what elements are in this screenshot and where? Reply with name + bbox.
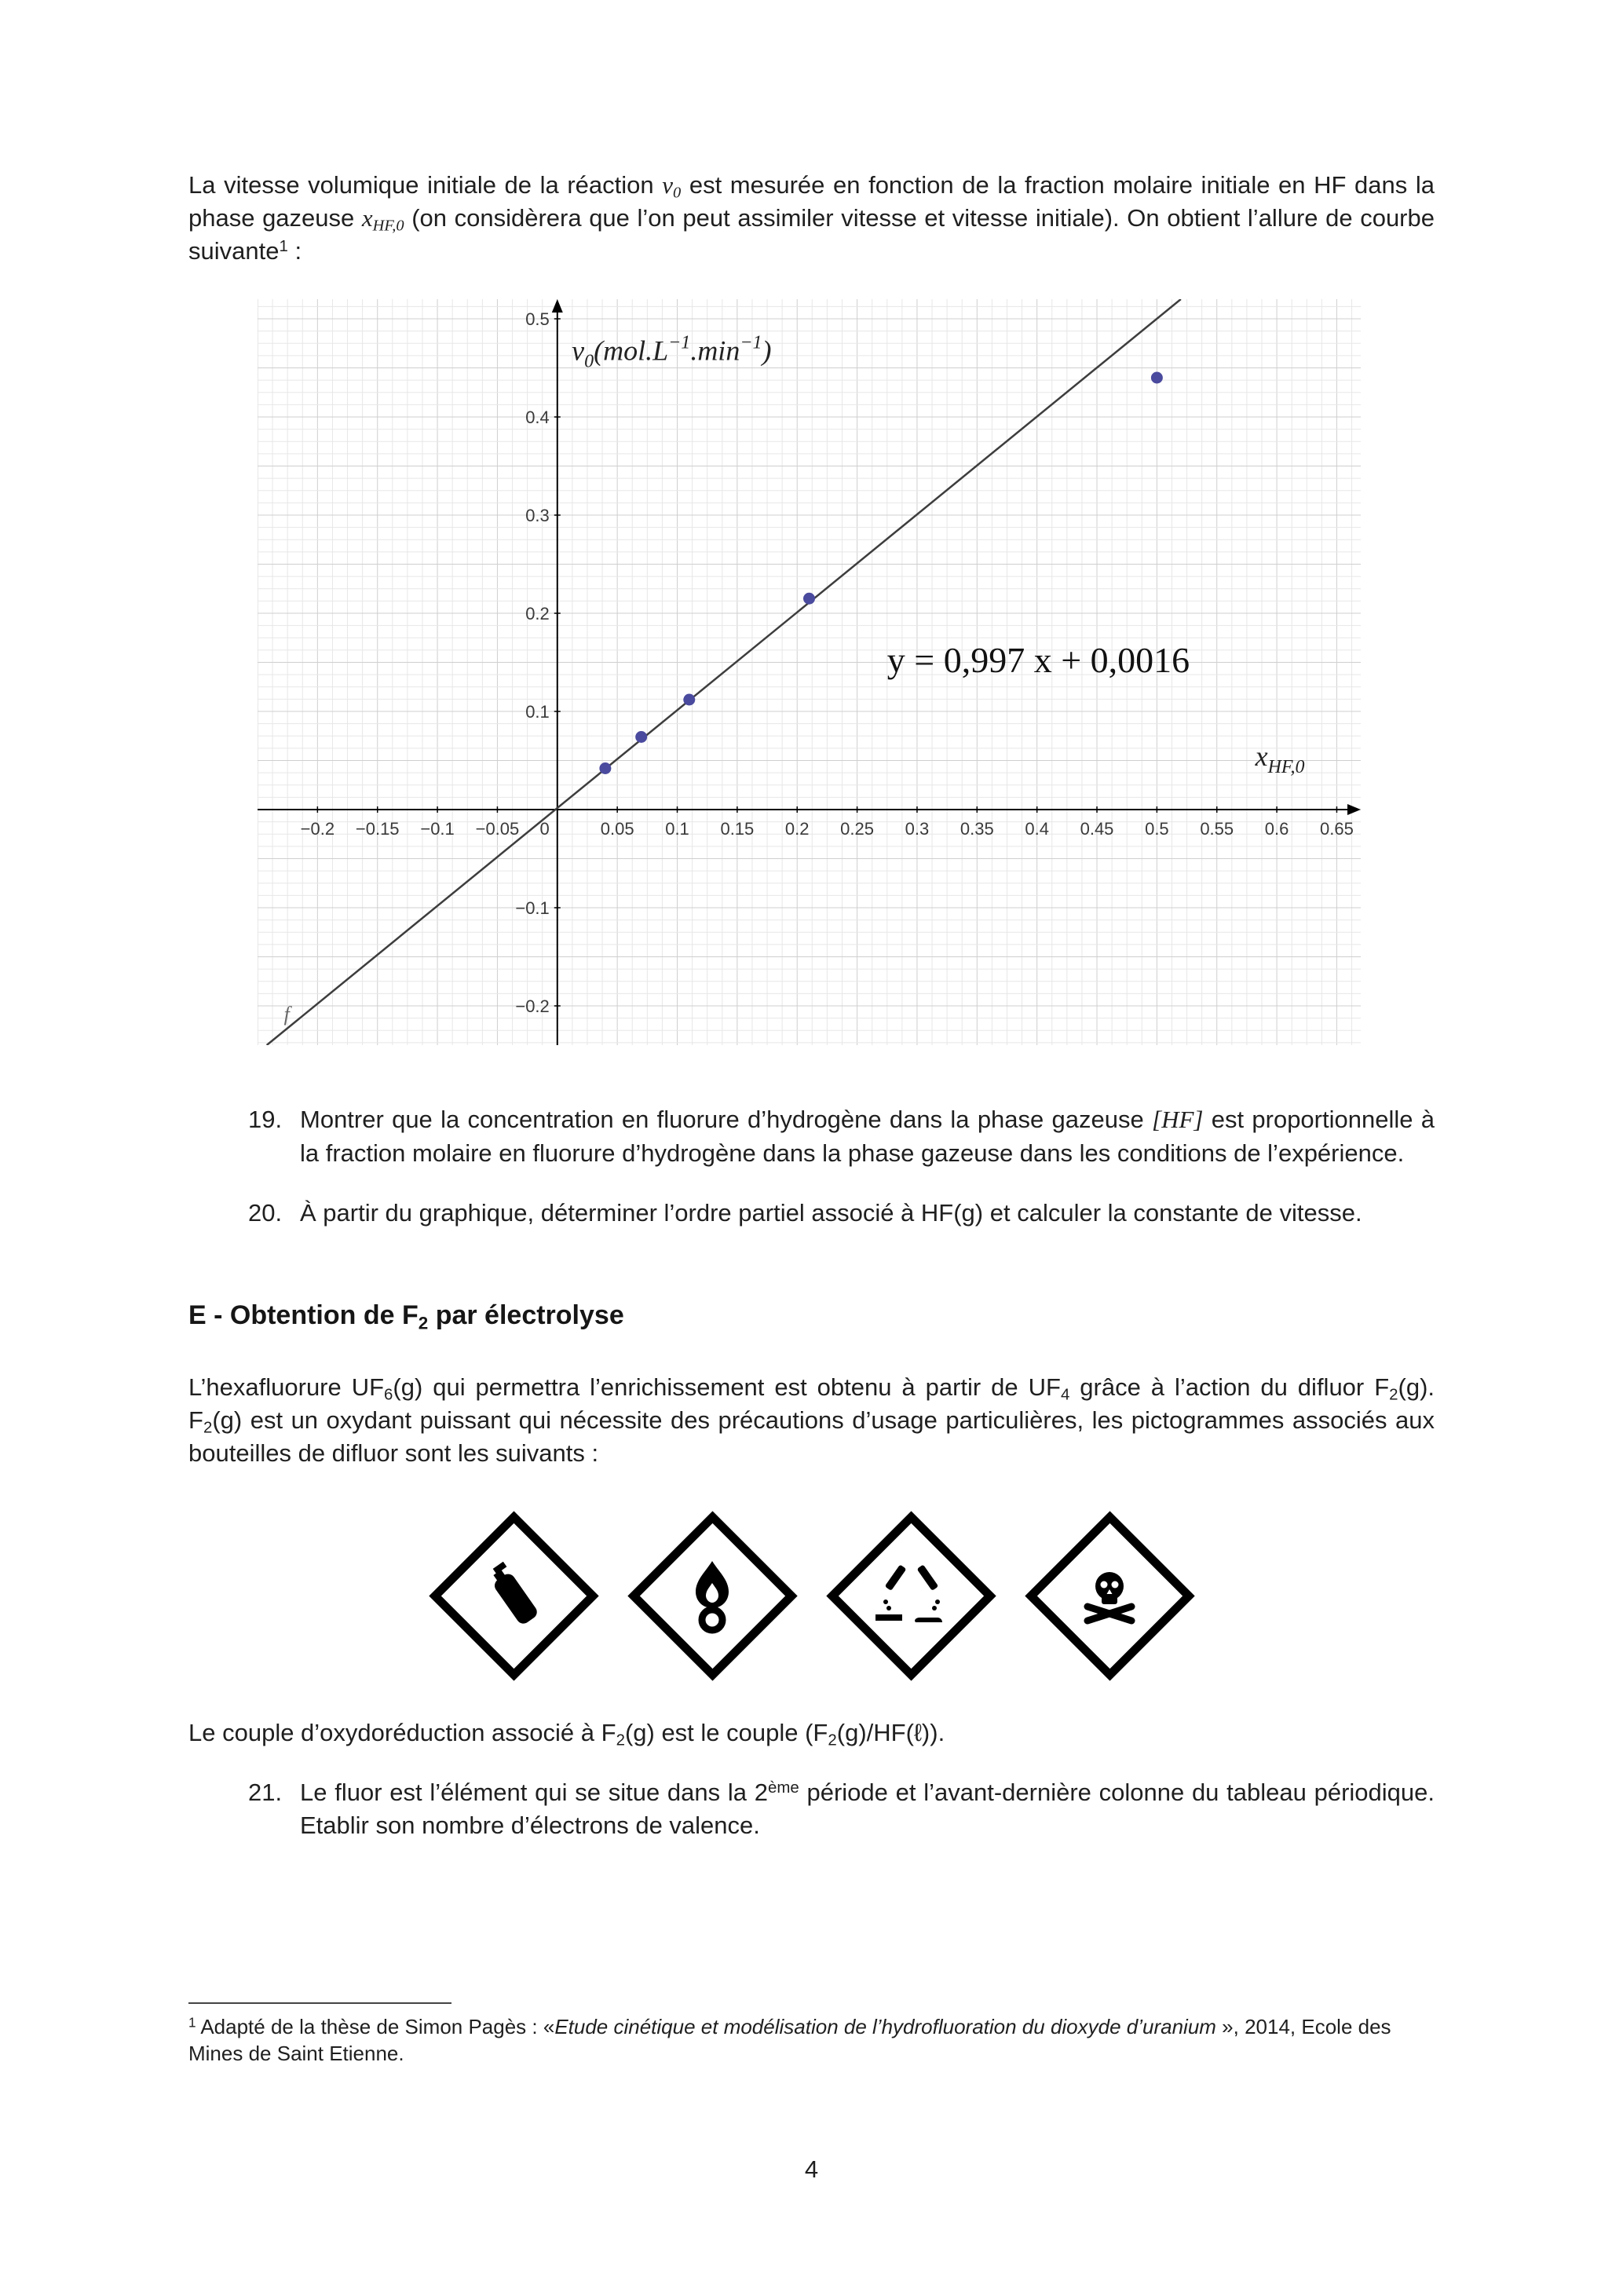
svg-text:0.3: 0.3 <box>905 819 930 839</box>
intro-text-3: (on considèrera que l’on peut assimiler vitesse et vitesse initiale). On obtient l’allure de courbe suivante <box>188 204 1435 265</box>
flame-over-circle-icon <box>665 1548 759 1643</box>
couple-text-3: (g)/HF(ℓ)). <box>836 1718 945 1746</box>
svg-text:0.4: 0.4 <box>1025 819 1049 839</box>
svg-text:f: f <box>283 1003 290 1026</box>
svg-text:0.1: 0.1 <box>665 819 689 839</box>
svg-text:0.4: 0.4 <box>525 408 550 428</box>
uf6-subscript: 6 <box>384 1385 393 1404</box>
question-20-text <box>300 1197 1435 1230</box>
intro-text-1: La vitesse volumique initiale de la réaction <box>188 171 663 199</box>
question-19-number: 19. <box>248 1106 283 1134</box>
math-hf-brackets: [HF] <box>1152 1106 1204 1134</box>
q21-text-1: Le fluor est l’élément qui se situe dans la 2 <box>300 1778 768 1806</box>
svg-text:0.2: 0.2 <box>525 604 550 624</box>
q21-text-2: période et l’avant-dernière colonne du tableau périodique. Etablir son nombre d’électrons de valence. <box>300 1778 1435 1839</box>
q19-text-1: Montrer que la concentration en fluorure d’hydrogène dans la phase gazeuse <box>300 1106 1153 1134</box>
svg-text:0.25: 0.25 <box>840 819 875 839</box>
section-e-f2-subscript: 2 <box>418 1313 429 1333</box>
compressed-gas-pictogram <box>430 1512 598 1680</box>
question-21 <box>248 1776 1435 1842</box>
footnote-text-1: Adapté de la thèse de Simon Pagès : « <box>196 2015 555 2038</box>
hazard-pictograms <box>188 1512 1435 1680</box>
svg-text:y = 0,997 x + 0,0016: y = 0,997 x + 0,0016 <box>886 640 1190 681</box>
intro-paragraph <box>188 169 1435 268</box>
svg-text:0.55: 0.55 <box>1200 819 1234 839</box>
svg-text:−0.2: −0.2 <box>515 996 550 1017</box>
section-e-text-2: par électrolyse <box>428 1300 624 1330</box>
uf4-subscript: 4 <box>1060 1385 1070 1404</box>
math-xhf: x <box>361 204 373 232</box>
question-20-number: 20. <box>248 1198 283 1227</box>
svg-text:0: 0 <box>539 819 550 839</box>
svg-text:−0.15: −0.15 <box>355 819 400 839</box>
svg-text:0.15: 0.15 <box>720 819 755 839</box>
footnote-rule <box>188 2002 451 2004</box>
f2-subscript-2: 2 <box>203 1419 213 1438</box>
svg-text:0.05: 0.05 <box>600 819 634 839</box>
gas-cylinder-icon <box>466 1548 561 1643</box>
footnote <box>188 2002 1437 2067</box>
couple-text-2: (g) est le couple (F <box>624 1718 828 1746</box>
question-20 <box>248 1197 1435 1230</box>
question-19 <box>248 1103 1435 1169</box>
math-v0-subscript: 0 <box>673 184 682 202</box>
svg-text:0.5: 0.5 <box>1145 819 1169 839</box>
q21-eme-superscript: ème <box>767 1778 799 1797</box>
question-list <box>248 1103 1435 1229</box>
q19-text-2: est proportionnelle à la fraction molaire en fluorure d’hydrogène dans la phase gazeuse dans les conditions de l’expérience. <box>300 1106 1435 1167</box>
svg-text:0.6: 0.6 <box>1264 819 1289 839</box>
couple-f2-subscript-1: 2 <box>616 1731 625 1749</box>
footnote-thesis-title: Etude cinétique et modélisation de l’hydrofluoration du dioxyde d’uranium <box>554 2015 1216 2038</box>
redox-couple-line <box>188 1717 1435 1749</box>
svg-text:v0(mol.L−1.min−1): $v_0(mol.L^{-1}.\min^{-1})$ <box>572 332 772 372</box>
intro-text-2: est mesurée en fonction de la fraction molaire initiale en HF dans la phase gazeuse <box>188 171 1435 232</box>
footnote-text <box>188 2013 1437 2067</box>
footnote-reference-mark: 1 <box>279 237 288 256</box>
para2-text-2: (g) qui permettra l’enrichissement est obtenu à partir de UF <box>393 1373 1061 1402</box>
skull-crossbones-icon <box>1062 1548 1157 1643</box>
couple-f2-subscript-2: 2 <box>828 1731 837 1749</box>
oxidizer-pictogram <box>628 1512 797 1680</box>
svg-text:−0.1: −0.1 <box>515 898 550 919</box>
para2-text-5: (g) est un oxydant puissant qui nécessite des précautions d’usage particulières, les pictogrammes associés aux bouteilles de difluor sont les suivants : <box>188 1406 1435 1468</box>
footnote-number: 1 <box>188 2014 196 2031</box>
section-e-text-1: E - Obtention de F <box>188 1300 419 1330</box>
f2-subscript-1: 2 <box>1389 1385 1398 1404</box>
svg-text:0.2: 0.2 <box>784 819 810 839</box>
kinetics-chart <box>258 299 1435 1045</box>
footnote-text-2: », 2014, Ecole des Mines de Saint Etienne. <box>188 2015 1391 2066</box>
question-19-text <box>300 1103 1435 1169</box>
svg-text:0.45: 0.45 <box>1080 819 1114 839</box>
question-21-wrap <box>248 1776 1435 1842</box>
math-v0: v <box>662 171 674 199</box>
toxic-pictogram <box>1025 1512 1194 1680</box>
question-21-text <box>300 1776 1435 1842</box>
svg-text:0.1: 0.1 <box>525 702 550 722</box>
scatter-plot <box>258 299 1361 1045</box>
svg-text:0.65: 0.65 <box>1320 819 1354 839</box>
corrosive-pictogram <box>827 1512 996 1680</box>
intro-text-4: : <box>287 237 302 265</box>
svg-text:0.35: 0.35 <box>960 819 994 839</box>
hexafluoride-paragraph <box>188 1371 1435 1470</box>
corrosion-icon <box>864 1548 958 1643</box>
question-21-number: 21. <box>248 1778 283 1806</box>
couple-text-1: Le couple d’oxydoréduction associé à F <box>188 1718 616 1746</box>
para2-text-4: (g). F <box>188 1373 1435 1435</box>
para2-text-3: grâce à l’action du difluor F <box>1069 1373 1390 1402</box>
math-xhf-subscript: HF,0 <box>372 217 404 235</box>
svg-text:−0.05: −0.05 <box>475 819 520 839</box>
section-e-heading <box>188 1297 1435 1333</box>
svg-text:0.5: 0.5 <box>525 309 550 330</box>
svg-text:−0.2: −0.2 <box>300 819 335 839</box>
svg-text:xHF,0: $x_{HF,0}$ <box>1255 740 1305 778</box>
page-number: 4 <box>804 2155 819 2183</box>
svg-text:−0.1: −0.1 <box>420 819 455 839</box>
para2-text-1: L’hexafluorure UF <box>188 1373 385 1402</box>
q20-text-1: À partir du graphique, déterminer l’ordre partiel associé à HF(g) et calculer la constante de vitesse. <box>300 1198 1362 1227</box>
svg-text:0.3: 0.3 <box>525 506 550 526</box>
